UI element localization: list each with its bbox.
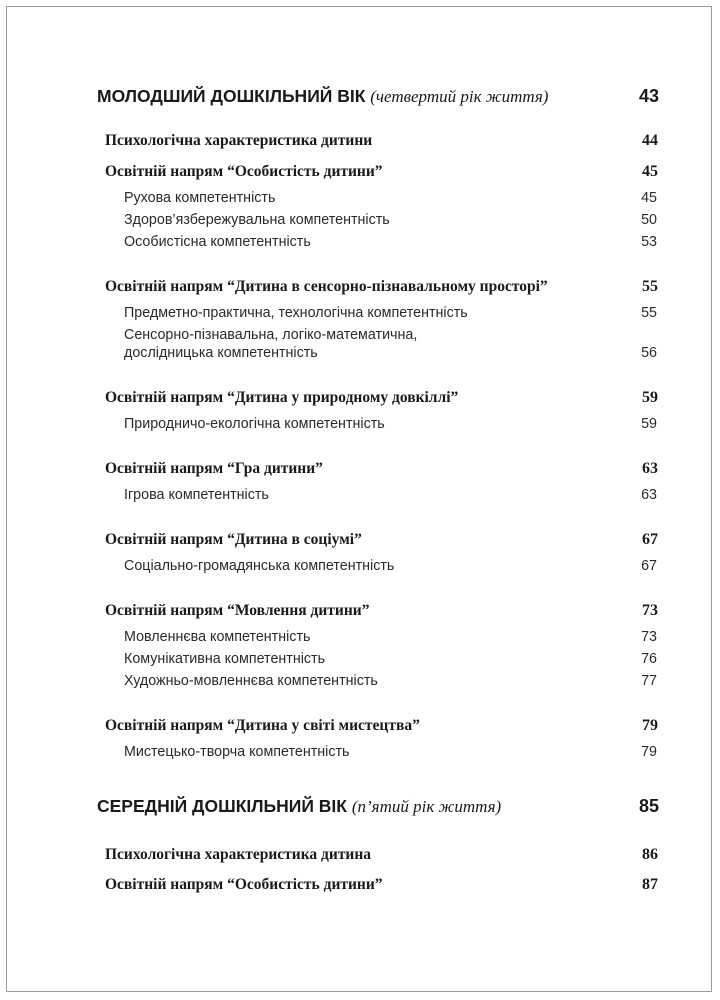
entry-label: Освітній напрям “Дитина у природному довкіллі”	[105, 389, 459, 406]
toc-subentry[interactable]	[124, 211, 657, 229]
page-number: 67	[641, 558, 657, 574]
page-number: 73	[642, 602, 658, 619]
toc-entry[interactable]	[105, 278, 658, 296]
toc-subentry[interactable]	[124, 344, 657, 362]
entry-label: Психологічна характеристика дитина	[105, 846, 372, 863]
page-number: 55	[641, 305, 657, 321]
entry-label: Освітній напрям “Дитина у світі мистецтва”	[105, 717, 420, 734]
toc-entry[interactable]	[105, 389, 658, 407]
entry-label: Соціально-громадянська компетентність	[124, 558, 395, 574]
toc-section-heading[interactable]	[97, 86, 659, 107]
entry-label: Особистісна компетентність	[124, 234, 311, 250]
toc-section-heading[interactable]	[97, 796, 659, 817]
entry-label: Ігрова компетентність	[124, 487, 269, 503]
entry-label: Освітній напрям “Дитина в соціумі”	[105, 531, 362, 548]
entry-label: Художньо-мовленнєва компетентність	[124, 673, 378, 689]
toc-entry[interactable]	[105, 717, 658, 735]
toc-subentry[interactable]	[124, 326, 657, 344]
toc-entry[interactable]	[105, 876, 658, 894]
toc-subentry[interactable]	[124, 189, 657, 207]
entry-label: Освітній напрям “Гра дитини”	[105, 460, 323, 477]
page-number: 85	[638, 796, 659, 816]
toc-entry[interactable]	[105, 132, 658, 150]
toc-entry[interactable]	[105, 531, 658, 549]
page-number: 76	[641, 651, 657, 667]
page-number: 53	[641, 234, 657, 250]
section-subtitle: (четвертий рік життя)	[370, 87, 549, 106]
section-title: МОЛОДШИЙ ДОШКІЛЬНИЙ ВІК	[97, 86, 366, 106]
toc-subentry[interactable]	[124, 628, 657, 646]
page-number: 55	[642, 278, 658, 295]
page-number: 63	[642, 460, 658, 477]
page-number: 59	[641, 416, 657, 432]
toc-subentry[interactable]	[124, 304, 657, 322]
entry-label: Освітній напрям “Дитина в сенсорно-пізнавальному просторі”	[105, 278, 548, 295]
page-number: 73	[641, 629, 657, 645]
toc-entry[interactable]	[105, 163, 658, 181]
page-number: 77	[641, 673, 657, 689]
toc-subentry[interactable]	[124, 415, 657, 433]
entry-label: Освітній напрям “Особистість дитини”	[105, 876, 383, 893]
entry-label: Рухова компетентність	[124, 190, 276, 206]
toc-subentry[interactable]	[124, 672, 657, 690]
entry-label: Предметно-практична, технологічна компетентність	[124, 305, 468, 321]
page-number: 45	[641, 190, 657, 206]
toc-subentry[interactable]	[124, 650, 657, 668]
toc-entry[interactable]	[105, 460, 658, 478]
entry-label: Здоров’язбережувальна компетентність	[124, 212, 390, 228]
page-number: 56	[641, 345, 657, 361]
entry-label: дослідницька компетентність	[124, 345, 318, 361]
toc-subentry[interactable]	[124, 557, 657, 575]
page-number: 50	[641, 212, 657, 228]
toc-subentry[interactable]	[124, 486, 657, 504]
page-number: 44	[642, 132, 658, 149]
page-number: 67	[642, 531, 658, 548]
toc-entry[interactable]	[105, 602, 658, 620]
page-number: 63	[641, 487, 657, 503]
entry-label: Психологічна характеристика дитини	[105, 132, 373, 149]
toc-subentry[interactable]	[124, 743, 657, 761]
entry-label: Освітній напрям “Мовлення дитини”	[105, 602, 370, 619]
entry-label: Природничо-екологічна компетентність	[124, 416, 385, 432]
entry-label: Сенсорно-пізнавальна, логіко-математична,	[124, 327, 418, 343]
page-number: 45	[642, 163, 658, 180]
page-number: 87	[642, 876, 658, 893]
page-number: 79	[642, 717, 658, 734]
page-number: 79	[641, 744, 657, 760]
entry-label: Освітній напрям “Особистість дитини”	[105, 163, 383, 180]
section-subtitle: (п’ятий рік життя)	[351, 797, 502, 816]
entry-label: Мистецько-творча компетентність	[124, 744, 350, 760]
section-title: СЕРЕДНІЙ ДОШКІЛЬНИЙ ВІК	[97, 796, 347, 816]
page-number: 86	[642, 846, 658, 863]
page-number: 43	[638, 86, 659, 106]
entry-label: Мовленнєва компетентність	[124, 629, 311, 645]
entry-label: Комунікативна компетентність	[124, 651, 326, 667]
page-number: 59	[642, 389, 658, 406]
toc-subentry[interactable]	[124, 233, 657, 251]
toc-entry[interactable]	[105, 846, 658, 864]
